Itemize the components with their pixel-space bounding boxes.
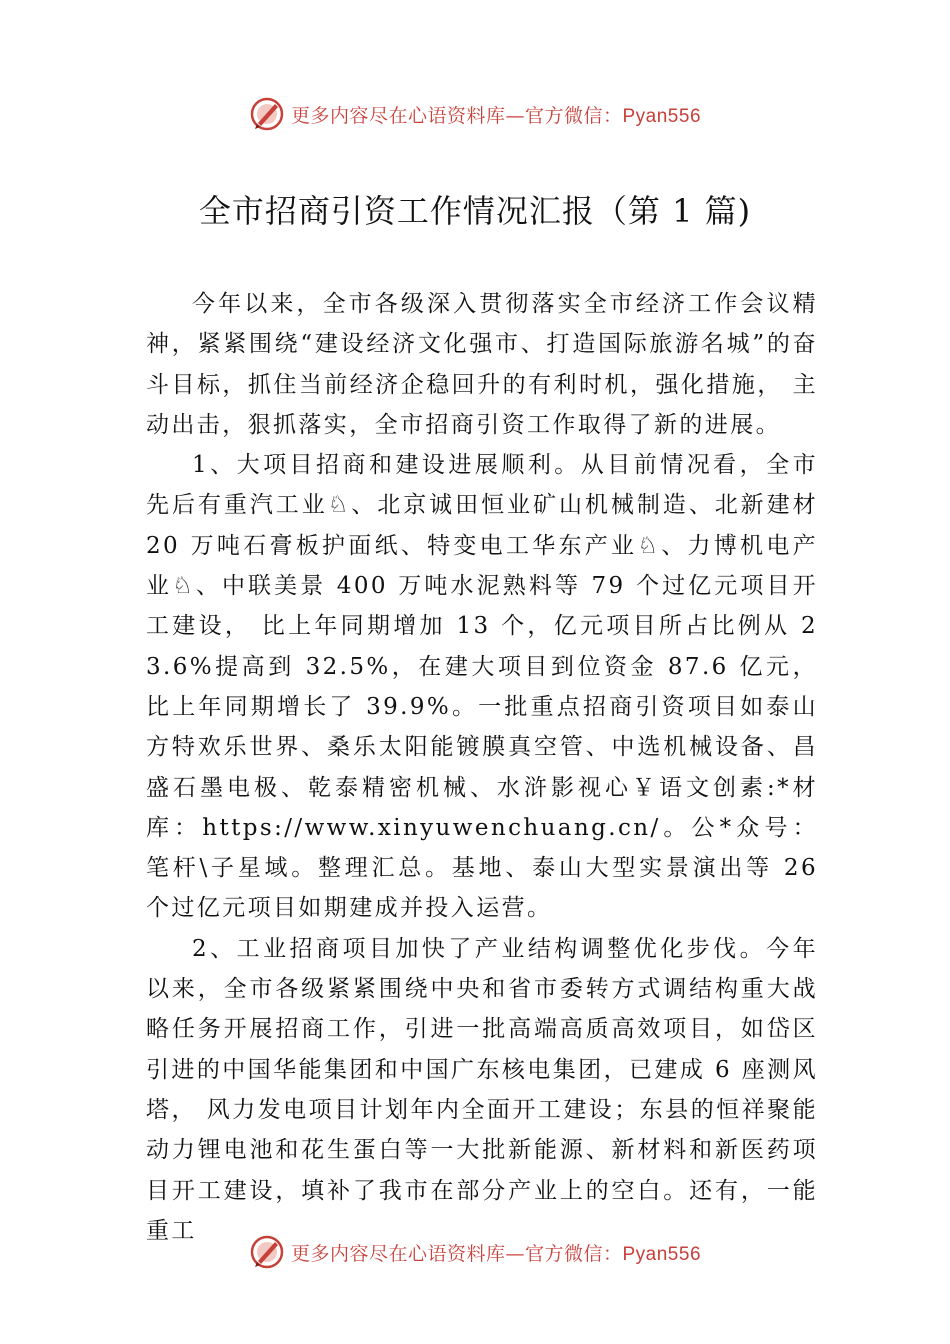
header-banner bbox=[0, 92, 950, 136]
paragraph-industrial-projects: 2、工业招商项目加快了产业结构调整优化步伐。今年以来，全市各级紧紧围绕中央和省市委转方式调结构重大战略任务开展招商工作，引进一批高端高质高效项目，如岱区引进的中国华能集团和中国广东核电集团，已建成 6 座测风塔， 风力发电项目计划年内全面开工建设；东县的恒祥聚能动力锂电池和花生蛋白等一大批新能源、新材料和新医药项目开工建设，填补了我市在部分产业上的空白。还有，一能重工 bbox=[146, 935, 818, 1244]
banner-text: 更多内容尽在心语资料库—官方微信：Pyan556 bbox=[290, 104, 702, 127]
brush-seal-logo-icon bbox=[249, 1234, 285, 1270]
document-body bbox=[146, 284, 818, 1251]
document-title: 全市招商引资工作情况汇报（第 1 篇) bbox=[198, 192, 752, 230]
brush-seal-logo-icon bbox=[249, 96, 285, 132]
wechat-id: Pyan556 bbox=[622, 1243, 702, 1265]
banner-text: 更多内容尽在心语资料库—官方微信：Pyan556 bbox=[290, 1242, 702, 1265]
paragraph-intro: 今年以来，全市各级深入贯彻落实全市经济工作会议精神，紧紧围绕“建设经济文化强市、打造国际旅游名城”的奋斗目标，抓住当前经济企稳回升的有利时机，强化措施， 主动出击，狠抓落实，全市招商引资工作取得了新的进展。 bbox=[146, 291, 818, 438]
wechat-id: Pyan556 bbox=[622, 105, 702, 127]
footer-banner bbox=[0, 1230, 950, 1274]
paragraph-major-projects: 1、大项目招商和建设进展顺利。从目前情况看，全市先后有重汽工业♘、北京诚田恒业矿山机械制造、北新建材 20 万吨石膏板护面纸、特变电工华东产业♘、力博机电产业♘、中联美景 400 万吨水泥熟料等 79 个过亿元项目开工建设， 比上年同期增加 13 个，亿元项目所占比例从 23.6%提高到 32.5%，在建大项目到位资金 87.6 亿元，比上年同期增长了 39.9%。一批重点招商引资项目如泰山方特欢乐世界、桑乐太阳能镀膜真空管、中选机械设备、昌盛石墨电极、乾泰精密机械、水浒影视心￥语文创素:*材库：https://www.xinyuwenchuang.cn/。公*众号：笔杆\子星域。整理汇总。基地、泰山大型实景演出等 26 个过亿元项目如期建成并投入运营。 bbox=[146, 452, 818, 922]
